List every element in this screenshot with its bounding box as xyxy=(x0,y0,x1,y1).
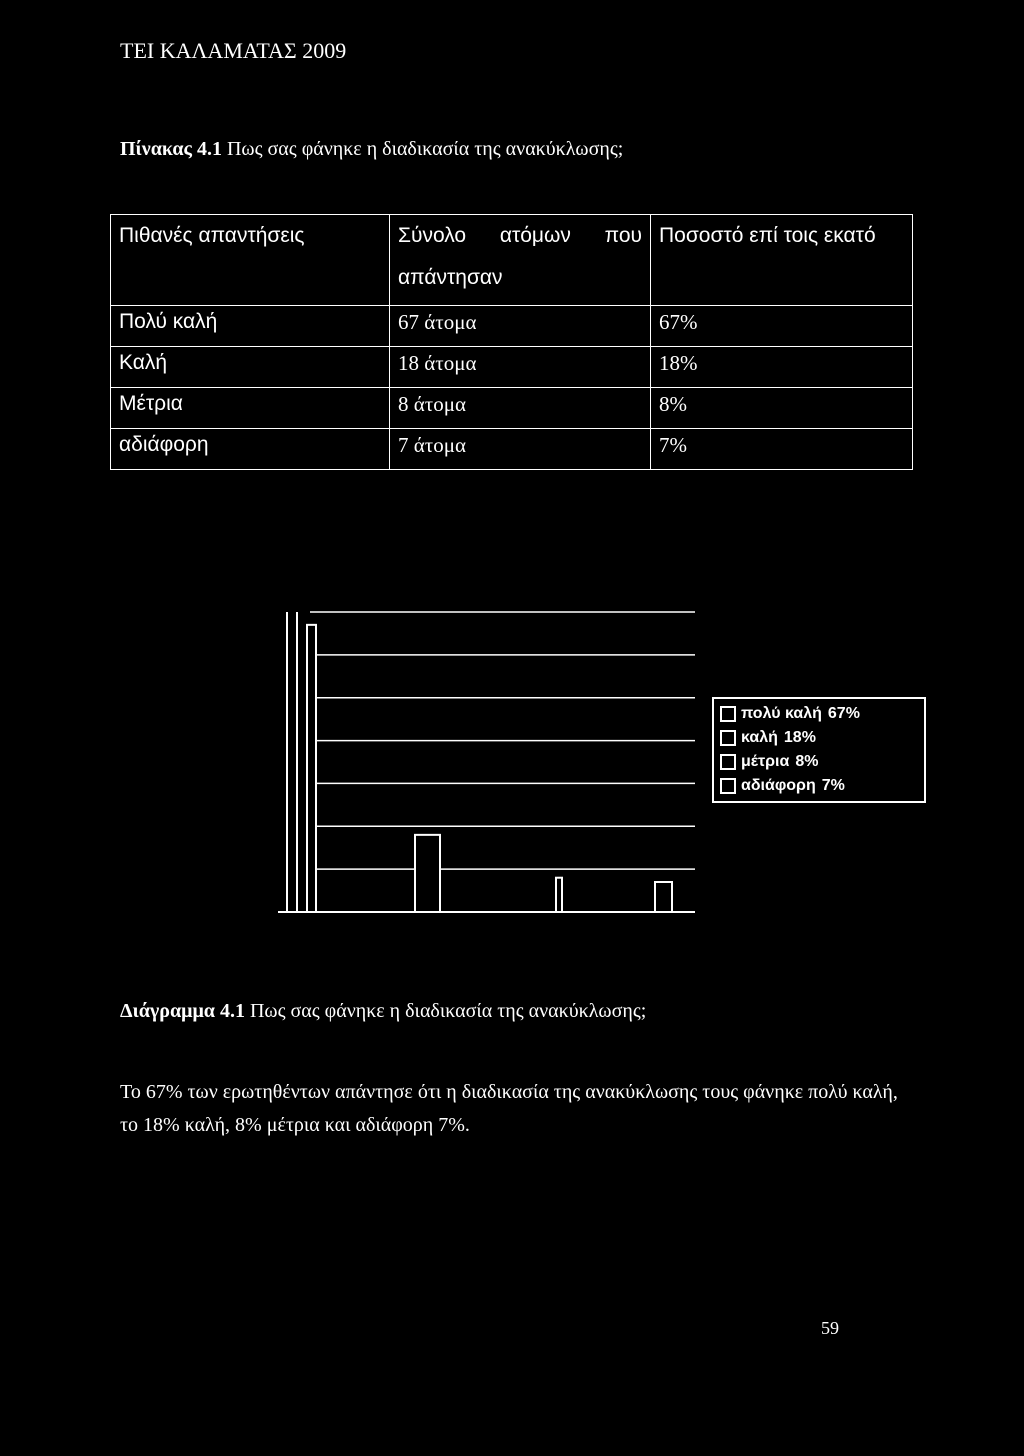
chart-caption-text: Πως σας φάνηκε η διαδικασία της ανακύκλωσης; xyxy=(249,1000,647,1022)
header-count-line2: απάντησαν xyxy=(398,266,503,289)
cell-answer: Πολύ καλή xyxy=(111,306,390,347)
cell-percent: 67% xyxy=(651,306,913,347)
header-count-word3: που xyxy=(604,224,642,247)
legend-value: 8% xyxy=(795,753,819,770)
legend-value: 7% xyxy=(821,777,845,794)
cell-count: 8 άτομα xyxy=(390,388,651,429)
legend-item xyxy=(720,774,918,798)
cell-count: 67 άτομα xyxy=(390,306,651,347)
legend-swatch-icon xyxy=(720,706,736,722)
table-caption-text: Πως σας φάνηκε η διαδικασία της ανακύκλωσης; xyxy=(226,138,624,160)
page-number: 59 xyxy=(821,1318,839,1338)
legend-value: 18% xyxy=(783,729,816,746)
cell-percent: 7% xyxy=(651,429,913,470)
legend-swatch-icon xyxy=(720,730,736,746)
bar-πολύ καλή xyxy=(307,625,316,912)
header-count-word1: Σύνολο xyxy=(398,224,467,247)
cell-percent: 18% xyxy=(651,347,913,388)
legend-label: μέτρια xyxy=(741,753,790,770)
bar-αδιάφορη xyxy=(655,882,672,912)
legend-label: αδιάφορη xyxy=(741,777,816,794)
table-caption-label: Πίνακας 4.1 xyxy=(120,138,222,160)
cell-percent: 8% xyxy=(651,388,913,429)
cell-answer: Καλή xyxy=(111,347,390,388)
bar-καλή xyxy=(415,835,440,912)
legend-item xyxy=(720,726,918,750)
legend-label: καλή xyxy=(741,729,778,746)
legend-label: πολύ καλή xyxy=(741,705,822,722)
legend-value: 67% xyxy=(827,705,860,722)
cell-answer: Μέτρια xyxy=(111,388,390,429)
cell-count: 18 άτομα xyxy=(390,347,651,388)
cell-answer: αδιάφορη xyxy=(111,429,390,470)
cell-count: 7 άτομα xyxy=(390,429,651,470)
legend-item xyxy=(720,702,918,726)
chart-legend xyxy=(712,697,926,803)
bar-μέτρια xyxy=(556,878,562,912)
page-header: ΤΕΙ ΚΑΛΑΜΑΤΑΣ 2009 xyxy=(120,38,347,63)
chart-caption xyxy=(120,1000,646,1023)
header-count-word2: ατόμων xyxy=(499,224,571,247)
legend-item xyxy=(720,750,918,774)
legend-swatch-icon xyxy=(720,778,736,794)
legend-swatch-icon xyxy=(720,754,736,770)
header-answers: Πιθανές απαντήσεις xyxy=(111,215,390,306)
chart-caption-label: Διάγραμμα 4.1 xyxy=(120,1000,245,1022)
summary-paragraph: Το 67% των ερωτηθέντων απάντησε ότι η διαδικασία της ανακύκλωσης τους φάνηκε πολύ καλή, το 18% καλή, 8% μέτρια και αδιάφορη 7%. xyxy=(120,1081,898,1136)
header-percent: Ποσοστό επί τοις εκατό xyxy=(651,215,913,306)
